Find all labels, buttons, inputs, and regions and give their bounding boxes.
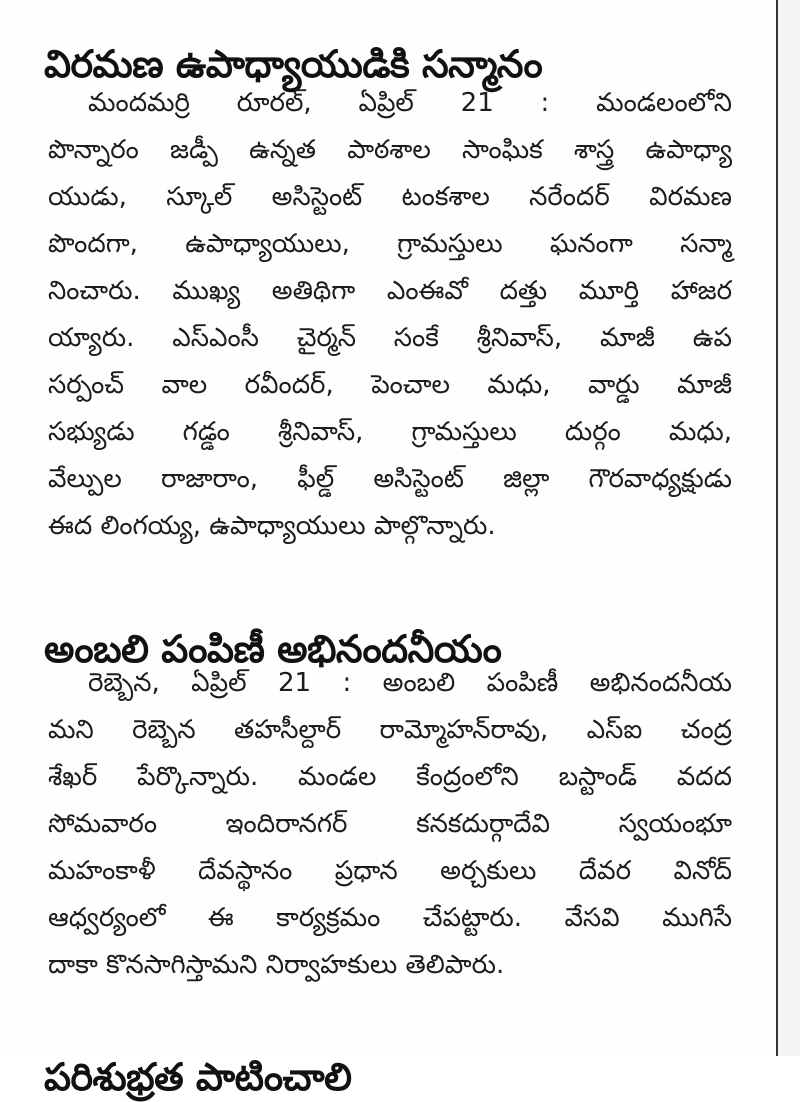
- article-1-line: సర్పంచ్ వాల రవీందర్, పెంచాల మధు, వార్డు మాజీ: [48, 370, 732, 400]
- article-2-headline: అంబలి పంపిణీ అభినందనీయం: [44, 626, 502, 671]
- article-2-line: శేఖర్ పేర్కొన్నారు. మండల కేంద్రంలోని బస్టాండ్ వదద: [48, 762, 732, 792]
- article-3-headline: పరిశుభ్రత పాటించాలి: [44, 1054, 352, 1099]
- article-1-line: వేల్పుల రాజారాం, ఫీల్డ్ అసిస్టెంట్ జిల్లా గౌరవాధ్యక్షుడు: [48, 464, 732, 494]
- article-2-line: ఆధ్వర్యంలో ఈ కార్యక్రమం చేపట్టారు. వేసవి ముగిసే: [48, 903, 732, 933]
- article-1-line: ఈద లింగయ్య, ఉపాధ్యాయులు పాల్గొన్నారు.: [48, 511, 496, 541]
- article-2-body: [48, 660, 732, 989]
- article-1-line: య్యారు. ఎస్ఎంసీ చైర్మన్ సంకే శ్రీనివాస్, మాజీ ఉప: [48, 323, 732, 353]
- article-1-line: నించారు. ముఖ్య అతిథిగా ఎంఈవో దత్తు మూర్తి హాజర: [48, 276, 732, 306]
- article-1-line: పొన్నారం జడ్పీ ఉన్నత పాఠశాల సాంఘిక శాస్త్ర ఉపాధ్యా: [48, 135, 732, 165]
- article-2-line: దాకా కొనసాగిస్తామని నిర్వాహకులు తెలిపారు.: [48, 950, 505, 980]
- article-1-line: పొందగా, ఉపాధ్యాయులు, గ్రామస్తులు ఘనంగా సన్మా: [48, 229, 732, 259]
- article-2-line: సోమవారం ఇందిరానగర్ కనకదుర్గాదేవి స్వయంభూ: [48, 809, 732, 839]
- article-1-body: [48, 80, 732, 550]
- article-2-line: మని రెబ్బెన తహసీల్దార్ రామ్మోహన్‌రావు, ఎస్ఐ చంద్ర: [48, 715, 732, 745]
- page-edge: [778, 0, 800, 1056]
- article-1-line: మందమర్రి రూరల్, ఏప్రిల్ 21 : మండలంలోని: [88, 88, 732, 118]
- article-2-line: మహంకాళీ దేవస్థానం ప్రధాన అర్చకులు దేవర వినోద్: [48, 856, 732, 886]
- article-1-headline: విరమణ ఉపాధ్యాయుడికి సన్మానం: [44, 42, 543, 87]
- article-1-line: సభ్యుడు గడ్డం శ్రీనివాస్, గ్రామస్తులు దుర్గం మధు,: [48, 417, 732, 447]
- article-1-line: యుడు, స్కూల్ అసిస్టెంట్ టంకశాల నరేందర్ విరమణ: [48, 182, 732, 212]
- article-2-line: రెబ్బెన, ఏప్రిల్ 21 : అంబలి పంపిణీ అభినందనీయ: [88, 668, 732, 698]
